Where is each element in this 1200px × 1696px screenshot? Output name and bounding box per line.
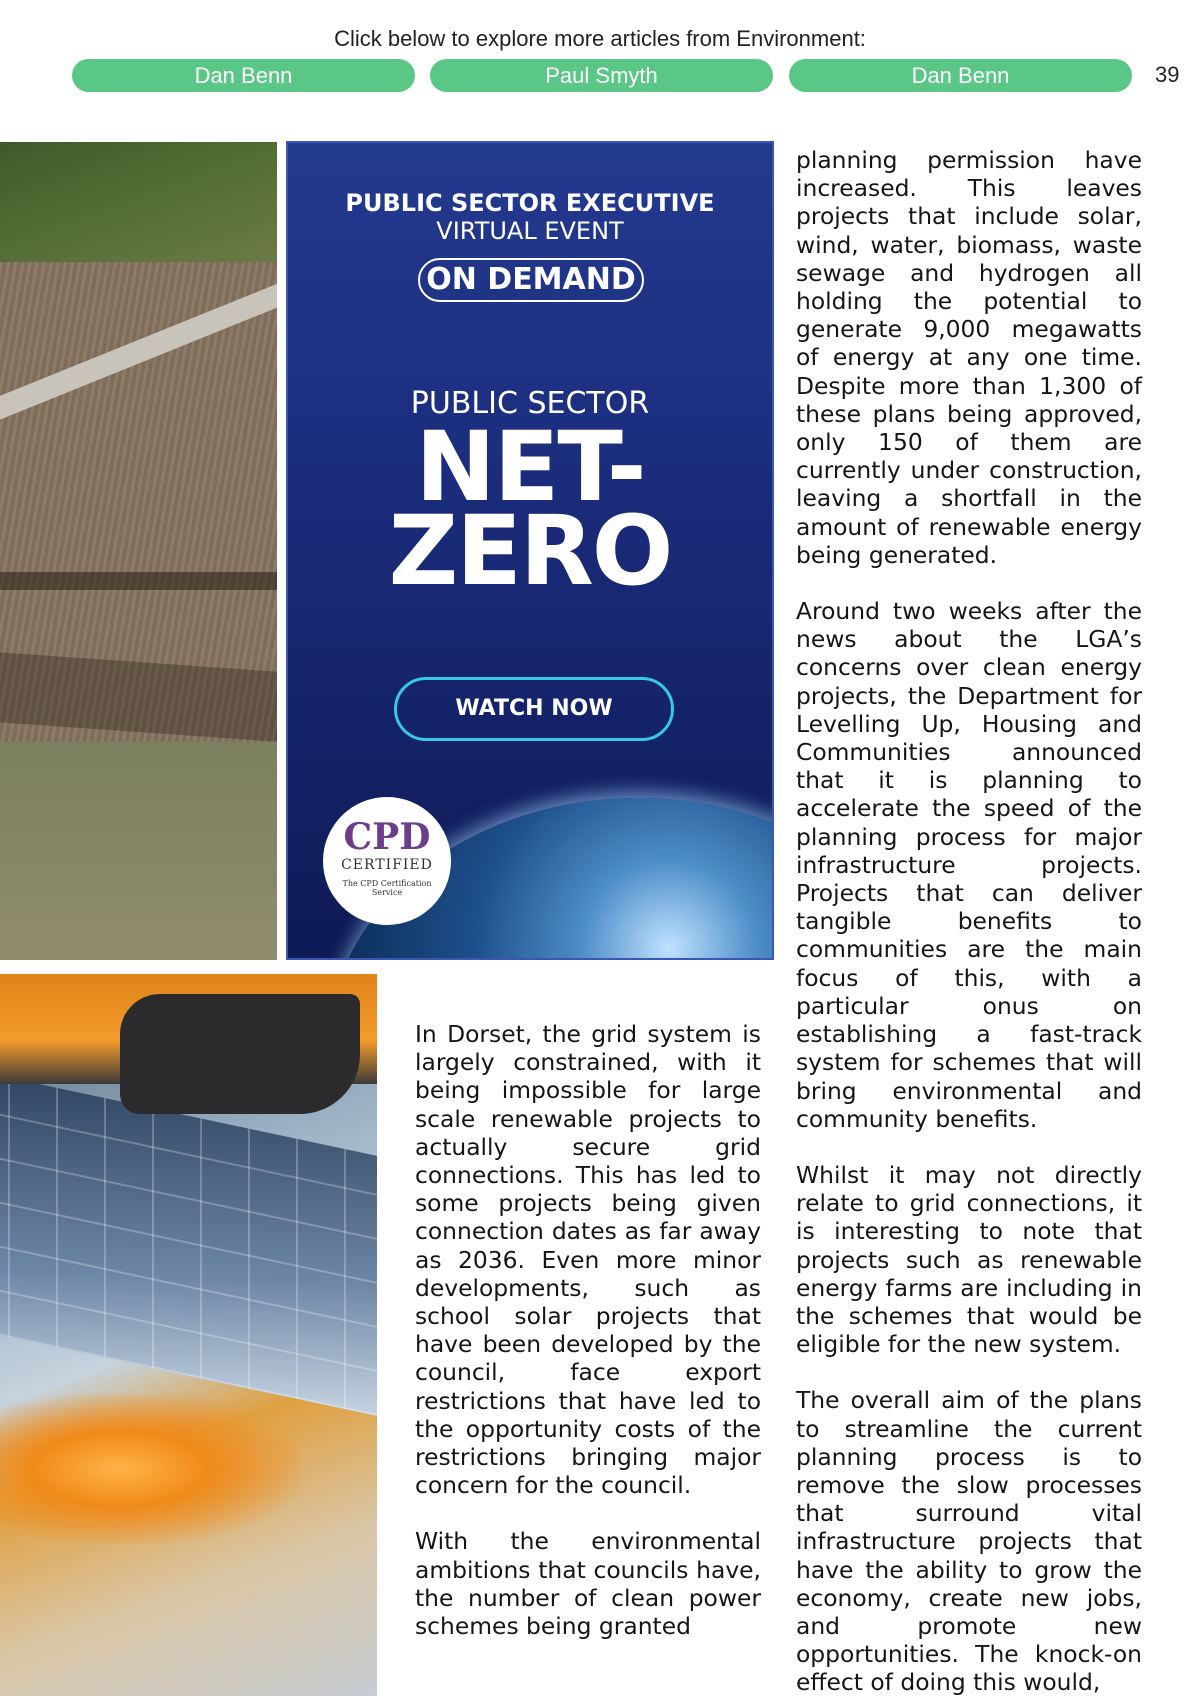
cpd-logo-text: CPD xyxy=(343,816,431,858)
page-number: 39 xyxy=(1155,62,1180,87)
article-paragraph: In Dorset, the grid system is largely constrained, with it being impossible for large scale renewable projects to actually secure grid connections. This has led to some projects being given connection dates as far away as 2036. Even more minor developments, such as school solar projects that have been developed by the council, face export restrictions that have led to the opportunity costs of the restrictions bringing major concern for the council. xyxy=(415,1020,761,1500)
article-link-paul-smyth[interactable]: Paul Smyth xyxy=(430,59,773,92)
solar-panel-photo xyxy=(0,974,377,1696)
cpd-certified-logo xyxy=(323,797,451,925)
article-link-dan-benn-1[interactable]: Dan Benn xyxy=(72,59,415,92)
article-paragraph: With the environmental ambitions that councils have, the number of clean power schemes being granted xyxy=(415,1527,761,1641)
aerial-field-photo xyxy=(0,142,277,960)
on-demand-badge: ON DEMAND xyxy=(418,258,644,302)
watch-now-button[interactable]: WATCH NOW xyxy=(394,677,674,741)
ad-eyebrow-2: VIRTUAL EVENT xyxy=(436,217,624,245)
cpd-certified-text: CERTIFIED xyxy=(341,857,433,873)
ad-subtitle: PUBLIC SECTOR xyxy=(410,386,650,421)
article-paragraph: The overall aim of the plans to streamline the current planning process is to remove the slow processes that surround vital infrastructure projects that have the ability to grow the economy, create new jobs, and promote new opportunities. The knock-on effect of doing this would, xyxy=(796,1386,1142,1696)
ad-eyebrow: PUBLIC SECTOR EXECUTIVE xyxy=(345,189,715,217)
article-right-column xyxy=(796,146,1142,1696)
ad-headline-line1: NET- xyxy=(415,411,645,523)
article-paragraph: Whilst it may not directly relate to grid connections, it is interesting to note that projects such as renewable energy farms are including in the schemes that would be eligible for the new system. xyxy=(796,1160,1142,1359)
article-paragraph: Around two weeks after the news about the LGA’s concerns over clean energy projects, the Department for Levelling Up, Housing and Communities announced that it is planning to accelerate the speed of the planning process for major infrastructure projects. Projects that can deliver tangible benefits to communities are the main focus of this, with a particular onus on establishing a fast-track system for schemes that will bring environmental and community benefits. xyxy=(796,597,1142,1133)
article-middle-column xyxy=(415,1020,761,1668)
cpd-service-text: The CPD Certification Service xyxy=(342,879,432,897)
explore-prompt: Click below to explore more articles from Environment: xyxy=(334,26,866,51)
article-paragraph: planning permission have increased. This leaves projects that include solar, wind, water, biomass, waste sewage and hydrogen all holding the potential to generate 9,000 megawatts of energy at any one time. Despite more than 1,300 of these plans being approved, only 150 of them are currently under construction, leaving a shortfall in the amount of renewable energy being generated. xyxy=(796,146,1142,569)
ad-headline-line2: ZERO xyxy=(388,495,672,607)
article-link-dan-benn-2[interactable]: Dan Benn xyxy=(789,59,1132,92)
net-zero-event-ad[interactable] xyxy=(286,141,774,960)
